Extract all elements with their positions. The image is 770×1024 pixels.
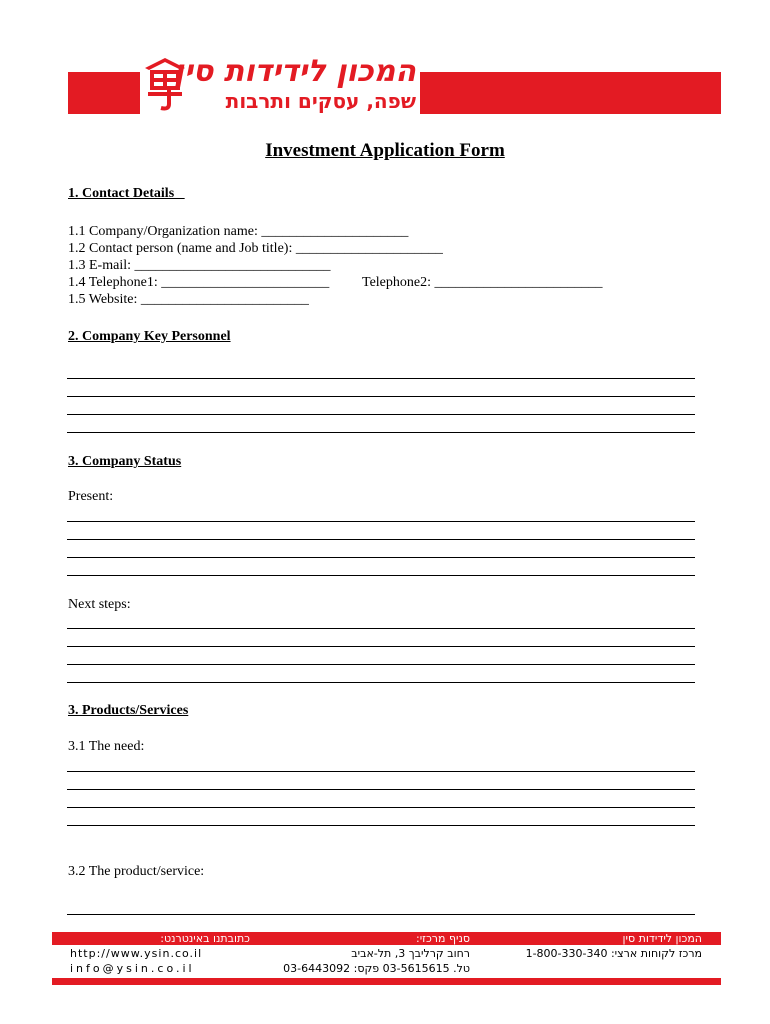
writing-line <box>67 914 695 915</box>
writing-line <box>67 575 695 576</box>
writing-line <box>67 825 695 826</box>
telephone2-field: Telephone2: ________________________ <box>362 275 603 290</box>
page-title: Investment Application Form <box>265 140 505 161</box>
footer-customer-center: מרכז לקוחות ארצי: 1-800-330-340 <box>525 947 702 960</box>
writing-line <box>67 628 695 629</box>
need-label: 3.1 The need: <box>68 739 145 754</box>
section-heading-products-services: 3. Products/Services <box>68 703 189 718</box>
section-heading-key-personnel: 2. Company Key Personnel <box>68 329 231 344</box>
email-field: 1.3 E-mail: ____________________________ <box>68 258 331 273</box>
footer-branch-heading: סניף מרכזי: <box>415 932 470 945</box>
website-field: 1.5 Website: ________________________ <box>68 292 309 307</box>
writing-line <box>67 771 695 772</box>
writing-line <box>67 664 695 665</box>
present-label: Present: <box>68 489 114 504</box>
footer-email-link[interactable]: info@ysin.co.il <box>70 962 195 975</box>
writing-line <box>67 432 695 433</box>
writing-line <box>67 521 695 522</box>
product-service-label: 3.2 The product/service: <box>68 864 205 879</box>
writing-line <box>67 557 695 558</box>
writing-line <box>67 414 695 415</box>
footer-org-heading: המכון לידידות סין <box>622 932 702 945</box>
footer-bottom-bar <box>52 978 721 985</box>
writing-line <box>67 682 695 683</box>
section-heading-contact-details: 1. Contact Details <box>68 186 185 201</box>
footer-branch-address: רחוב קרליבך 3, תל-אביב <box>351 947 470 960</box>
footer-branch-phone: טל. 03-5615615 פקס: 03-6443092 <box>283 962 470 975</box>
telephone1-field: 1.4 Telephone1: ________________________ <box>68 275 330 290</box>
writing-line <box>67 539 695 540</box>
writing-line <box>67 378 695 379</box>
writing-line <box>67 646 695 647</box>
footer-internet-heading: כתובתנו באינטרנט: <box>160 932 250 945</box>
logo-title: המכון לידידות סין <box>173 54 416 89</box>
writing-line <box>67 789 695 790</box>
writing-line <box>67 396 695 397</box>
writing-line <box>67 807 695 808</box>
section-heading-company-status: 3. Company Status <box>68 454 182 469</box>
next-steps-label: Next steps: <box>68 597 131 612</box>
contact-person-field: 1.2 Contact person (name and Job title): _____________________ <box>68 241 443 256</box>
logo-subtitle: שפה, עסקים ותרבות <box>225 89 416 113</box>
footer-website-link[interactable]: http://www.ysin.co.il <box>70 947 203 960</box>
company-name-field: 1.1 Company/Organization name: _____________________ <box>68 224 409 239</box>
